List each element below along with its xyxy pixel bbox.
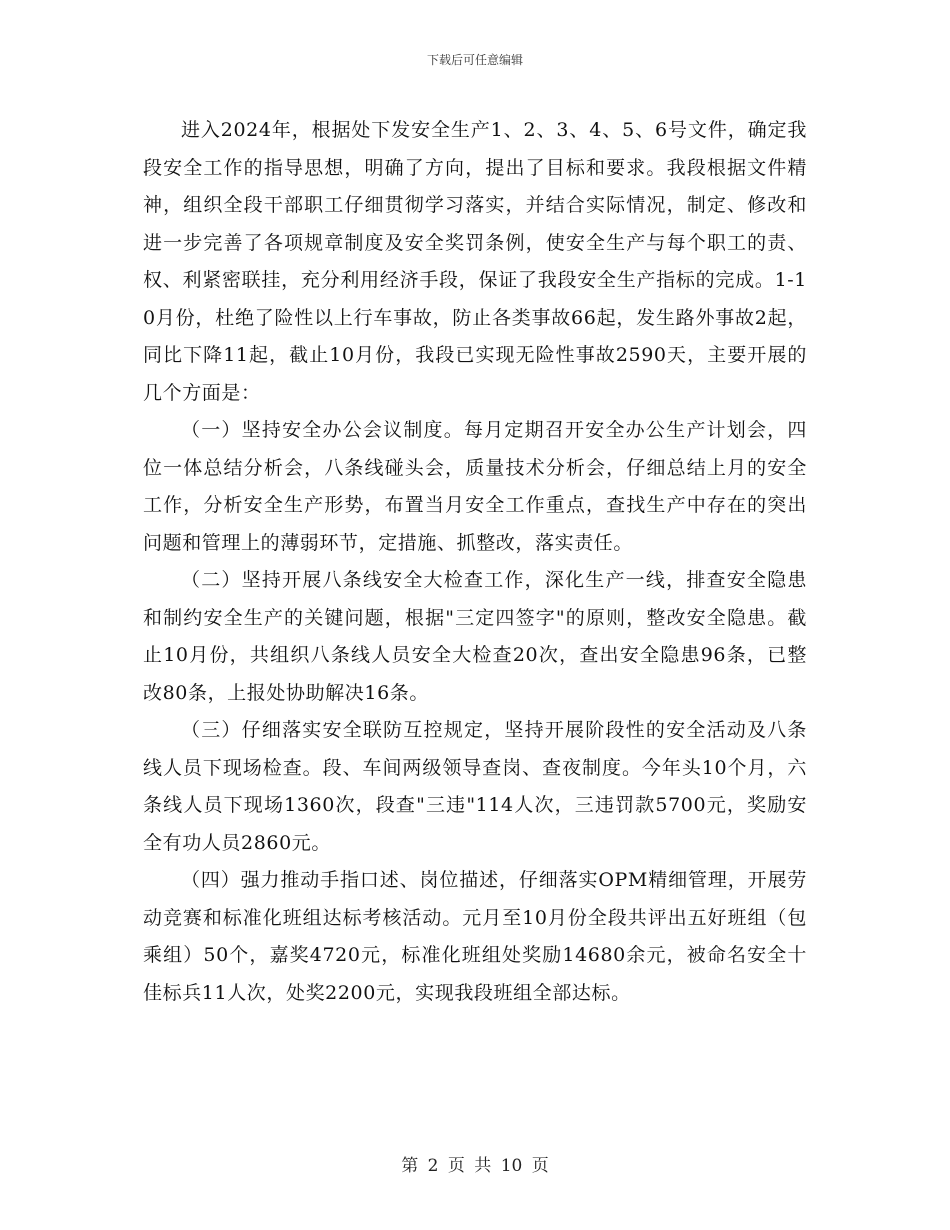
document-body [143,112,807,1012]
paragraph-intro: 进入2024年，根据处下发安全生产1、2、3、4、5、6号文件，确定我段安全工作的指导思想，明确了方向，提出了目标和要求。我段根据文件精神，组织全段干部职工仔细贯彻学习落实，并结合实际情况，制定、修改和进一步完善了各项规章制度及安全奖罚条例，使安全生产与每个职工的责、权、利紧密联挂，充分利用经济手段，保证了我段安全生产指标的完成。1-10月份，杜绝了险性以上行车事故，防止各类事故66起，发生路外事故2起，同比下降11起，截止10月份，我段已实现无险性事故2590天，主要开展的几个方面是： [143,119,807,404]
page-number-footer: 第 2 页 共 10 页 [401,1156,549,1176]
paragraph-section-3: （三）仔细落实安全联防互控规定，坚持开展阶段性的安全活动及八条线人员下现场检查。段、车间两级领导查岗、查夜制度。今年头10个月，六条线人员下现场1360次，段查"三违"114人次，三违罚款5700元，奖励安全有功人员2860元。 [143,719,807,854]
page-header: 下载后可任意编辑 [426,53,523,67]
paragraph-section-2: （二）坚持开展八条线安全大检查工作，深化生产一线，排查安全隐患和制约安全生产的关键问题，根据"三定四签字"的原则，整改安全隐患。截止10月份，共组织八条线人员安全大检查20次，查出安全隐患96条，已整改80条，上报处协助解决16条。 [143,569,807,704]
paragraph-section-1: （一）坚持安全办公会议制度。每月定期召开安全办公生产计划会，四位一体总结分析会，八条线碰头会，质量技术分析会，仔细总结上月的安全工作，分析安全生产形势，布置当月安全工作重点，查找生产中存在的突出问题和管理上的薄弱环节，定措施、抓整改，落实责任。 [143,419,807,554]
paragraph-section-4: （四）强力推动手指口述、岗位描述，仔细落实OPM精细管理，开展劳动竞赛和标准化班组达标考核活动。元月至10月份全段共评出五好班组（包乘组）50个，嘉奖4720元，标准化班组处奖励14680余元，被命名安全十佳标兵11人次，处奖2200元，实现我段班组全部达标。 [143,869,807,1004]
